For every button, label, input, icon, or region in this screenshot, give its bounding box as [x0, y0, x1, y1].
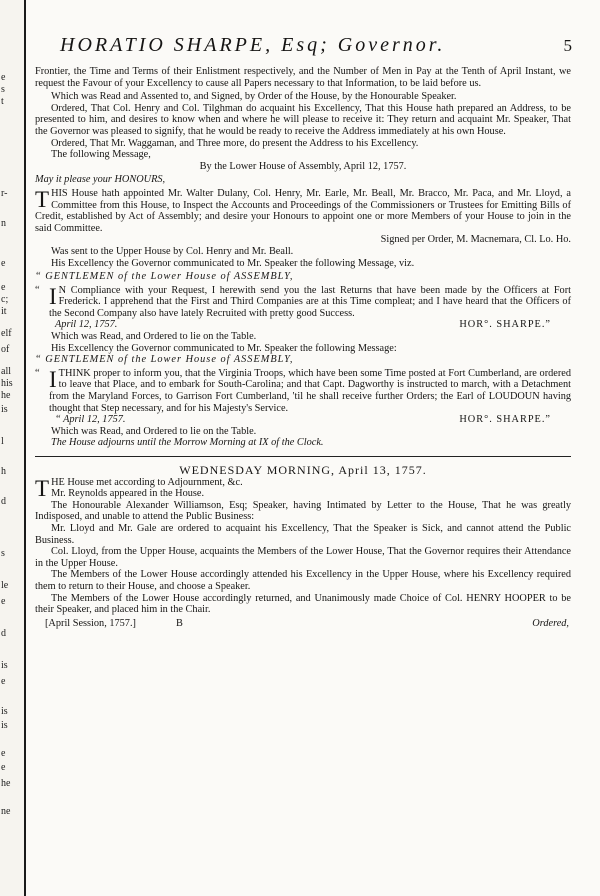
section-divider [35, 456, 571, 457]
gutter-fragment: is [1, 706, 8, 717]
governor-message [35, 285, 571, 320]
gutter-fragment: d [1, 496, 6, 507]
gutter-fragment: of [1, 344, 10, 355]
page-header [60, 34, 580, 57]
gutter-fragment: l [1, 436, 4, 447]
drop-cap: T [35, 475, 50, 501]
salutation: “ GENTLEMEN of the Lower House of ASSEMBLY, [35, 271, 294, 283]
signature-mark: B [175, 617, 183, 629]
running-title: HORATIO SHARPE, Esq; Governor. [60, 34, 446, 56]
signature-row [35, 414, 571, 426]
signature-row [35, 319, 571, 331]
gutter-fragment: elf [1, 328, 12, 339]
facing-page-gutter [0, 0, 26, 896]
paragraph: Which was Read, and Ordered to lie on the Table. [51, 331, 257, 343]
catchword: Ordered, [532, 617, 569, 629]
paragraph: The Honourable Alexander Williamson, Esq; Speaker, having Intimated by Letter to the House, That he was greatly Indisposed, and unable to attend the Public Business: [35, 499, 571, 523]
signature-name: HOR°. SHARPE.” [459, 414, 551, 426]
gutter-fragment: r- [1, 188, 8, 199]
message-text: THINK proper to inform you, that the Virginia Troops, which have been some Time posted at Fort Cumberland, are ordered to leave that Place, and to embark for South-Carolina; and that Capt. Dagworthy is instructed to march, with a Detachment from the Maryland Forces, to Garrison Fort Cumberland, 'til he shall receive further Orders; the Earl of LOUDOUN having thought that Step necessary, and for his Majesty's Service. [49, 367, 571, 414]
gutter-fragment: e [1, 748, 6, 759]
paragraph: His Excellency the Governor communicated to Mr. Speaker the following Message, viz. [51, 257, 415, 269]
gutter-fragment: is [1, 660, 8, 671]
gutter-fragment: h [1, 466, 6, 477]
gutter-fragment: e [1, 72, 6, 83]
paragraph: Ordered, That Col. Henry and Col. Tilghman do acquaint his Excellency, That this House hath prepared an Address, to be presented to him, and desires to know when and where he will please to receive it: They return and acquaint Mr. Speaker, That the Governor was pleased to signify, that he would be ready to receive the Address immediately at his own House. [35, 102, 571, 137]
paragraph: Which was Read, and Ordered to lie on the Table. [51, 425, 257, 437]
gutter-fragment: e [1, 676, 6, 687]
gutter-fragment: is [1, 720, 8, 731]
session-label: [April Session, 1757.] [45, 617, 136, 629]
signature-date: April 12, 1757. [55, 319, 118, 331]
gutter-fragment: ne [1, 806, 11, 817]
paragraph: The House adjourns until the Morrow Morning at IX of the Clock. [51, 437, 324, 449]
gutter-fragment: d [1, 628, 6, 639]
page-number: 5 [563, 36, 572, 55]
paragraph: Which was Read and Assented to, and Signed, by Order of the House, by the Honourable Speaker. [51, 91, 457, 103]
signature-name: HOR°. SHARPE.” [459, 319, 551, 331]
gutter-fragment: n [1, 218, 6, 229]
message-heading: By the Lower House of Assembly, April 12, 1757. [199, 160, 407, 172]
gutter-fragment: t [1, 96, 4, 107]
gutter-fragment: s [1, 548, 5, 559]
gutter-fragment: e [1, 762, 6, 773]
paragraph: Frontier, the Time and Terms of their Enlistment respectively, and the Number of Men in Pay at the Tenth of April Instant, we request the Favour of your Excellency to cause all Papers necessary to that Information, to be laid before us. [35, 66, 571, 89]
gutter-fragment: le [1, 580, 9, 591]
gutter-fragment: it [1, 306, 7, 317]
journal-text [35, 66, 571, 629]
message-text: HIS House hath appointed Mr. Walter Dulany, Col. Henry, Mr. Earle, Mr. Beall, Mr. Bracco, Mr. Paca, and Mr. Lloyd, a Committee from this House, to Inspect the Accounts and Proceedings of the Commissioners or Trustees for Emitting Bills of Credit, established by Act of Assembly; and desire your Honours to appoint one or more Members of your House to join in the said Committee. [35, 187, 571, 234]
paragraph: The Members of the Lower House accordingly returned, and Unanimously made Choice of Col. HENRY HOOPER to be their Speaker, and placed him in the Chair. [35, 592, 571, 616]
drop-cap: “ I [49, 366, 57, 392]
drop-cap: T [35, 186, 50, 212]
gutter-fragment: his [1, 378, 13, 389]
gutter-fragment: he [1, 390, 11, 401]
gutter-fragment: is [1, 404, 8, 415]
paragraph: His Excellency the Governor communicated to Mr. Speaker the following Message: [51, 342, 397, 354]
salutation: May it please your HONOURS, [35, 174, 166, 186]
paragraph-text: Mr. Reynolds appeared in the House. [51, 488, 205, 500]
signature-date: “ April 12, 1757. [55, 414, 126, 426]
paragraph: Was sent to the Upper House by Col. Henry and Mr. Beall. [51, 245, 294, 257]
gutter-fragment: c; [1, 294, 9, 305]
paragraph-text: HE House met according to Adjournment, &c. [51, 476, 243, 488]
governor-message [35, 368, 571, 414]
message-text: N Compliance with your Request, I herewith send you the last Returns that have been made by the Officers at Fort Frederick. I apprehend that the First and Third Companies are at this Time compleat; and I have heard that the Officers of the Second Company also have lately Recruited with pretty good Success. [49, 284, 571, 319]
gutter-fragment: e [1, 282, 6, 293]
day-heading: WEDNESDAY MORNING, April 13, 1757. [179, 463, 427, 477]
page-footer [35, 618, 571, 630]
paragraph [35, 477, 571, 500]
paragraph: Col. Lloyd, from the Upper House, acquaints the Members of the Lower House, That the Governor requires their Attendance in the Upper House. [35, 546, 571, 569]
drop-cap: “ I [49, 283, 57, 309]
gutter-fragment: s [1, 84, 5, 95]
paragraph: The following Message, [51, 149, 151, 161]
message-body [35, 188, 571, 234]
signature-line: Signed per Order, M. Macnemara, Cl. Lo. Ho. [380, 234, 571, 246]
salutation: “ GENTLEMEN of the Lower House of ASSEMBLY, [35, 354, 294, 366]
gutter-fragment: he [1, 778, 11, 789]
paragraph: Mr. Lloyd and Mr. Gale are ordered to acquaint his Excellency, That the Speaker is Sick, and cannot attend the Public Business. [35, 522, 571, 546]
gutter-fragment: e [1, 596, 6, 607]
gutter-fragment: all [1, 366, 11, 377]
paragraph: Ordered, That Mr. Waggaman, and Three more, do present the Address to his Excellency. [51, 137, 419, 149]
paragraph: The Members of the Lower House accordingly attended his Excellency in the Upper House, where his Excellency required them to return to their House, and choose a Speaker. [35, 569, 571, 592]
gutter-fragment: e [1, 258, 6, 269]
